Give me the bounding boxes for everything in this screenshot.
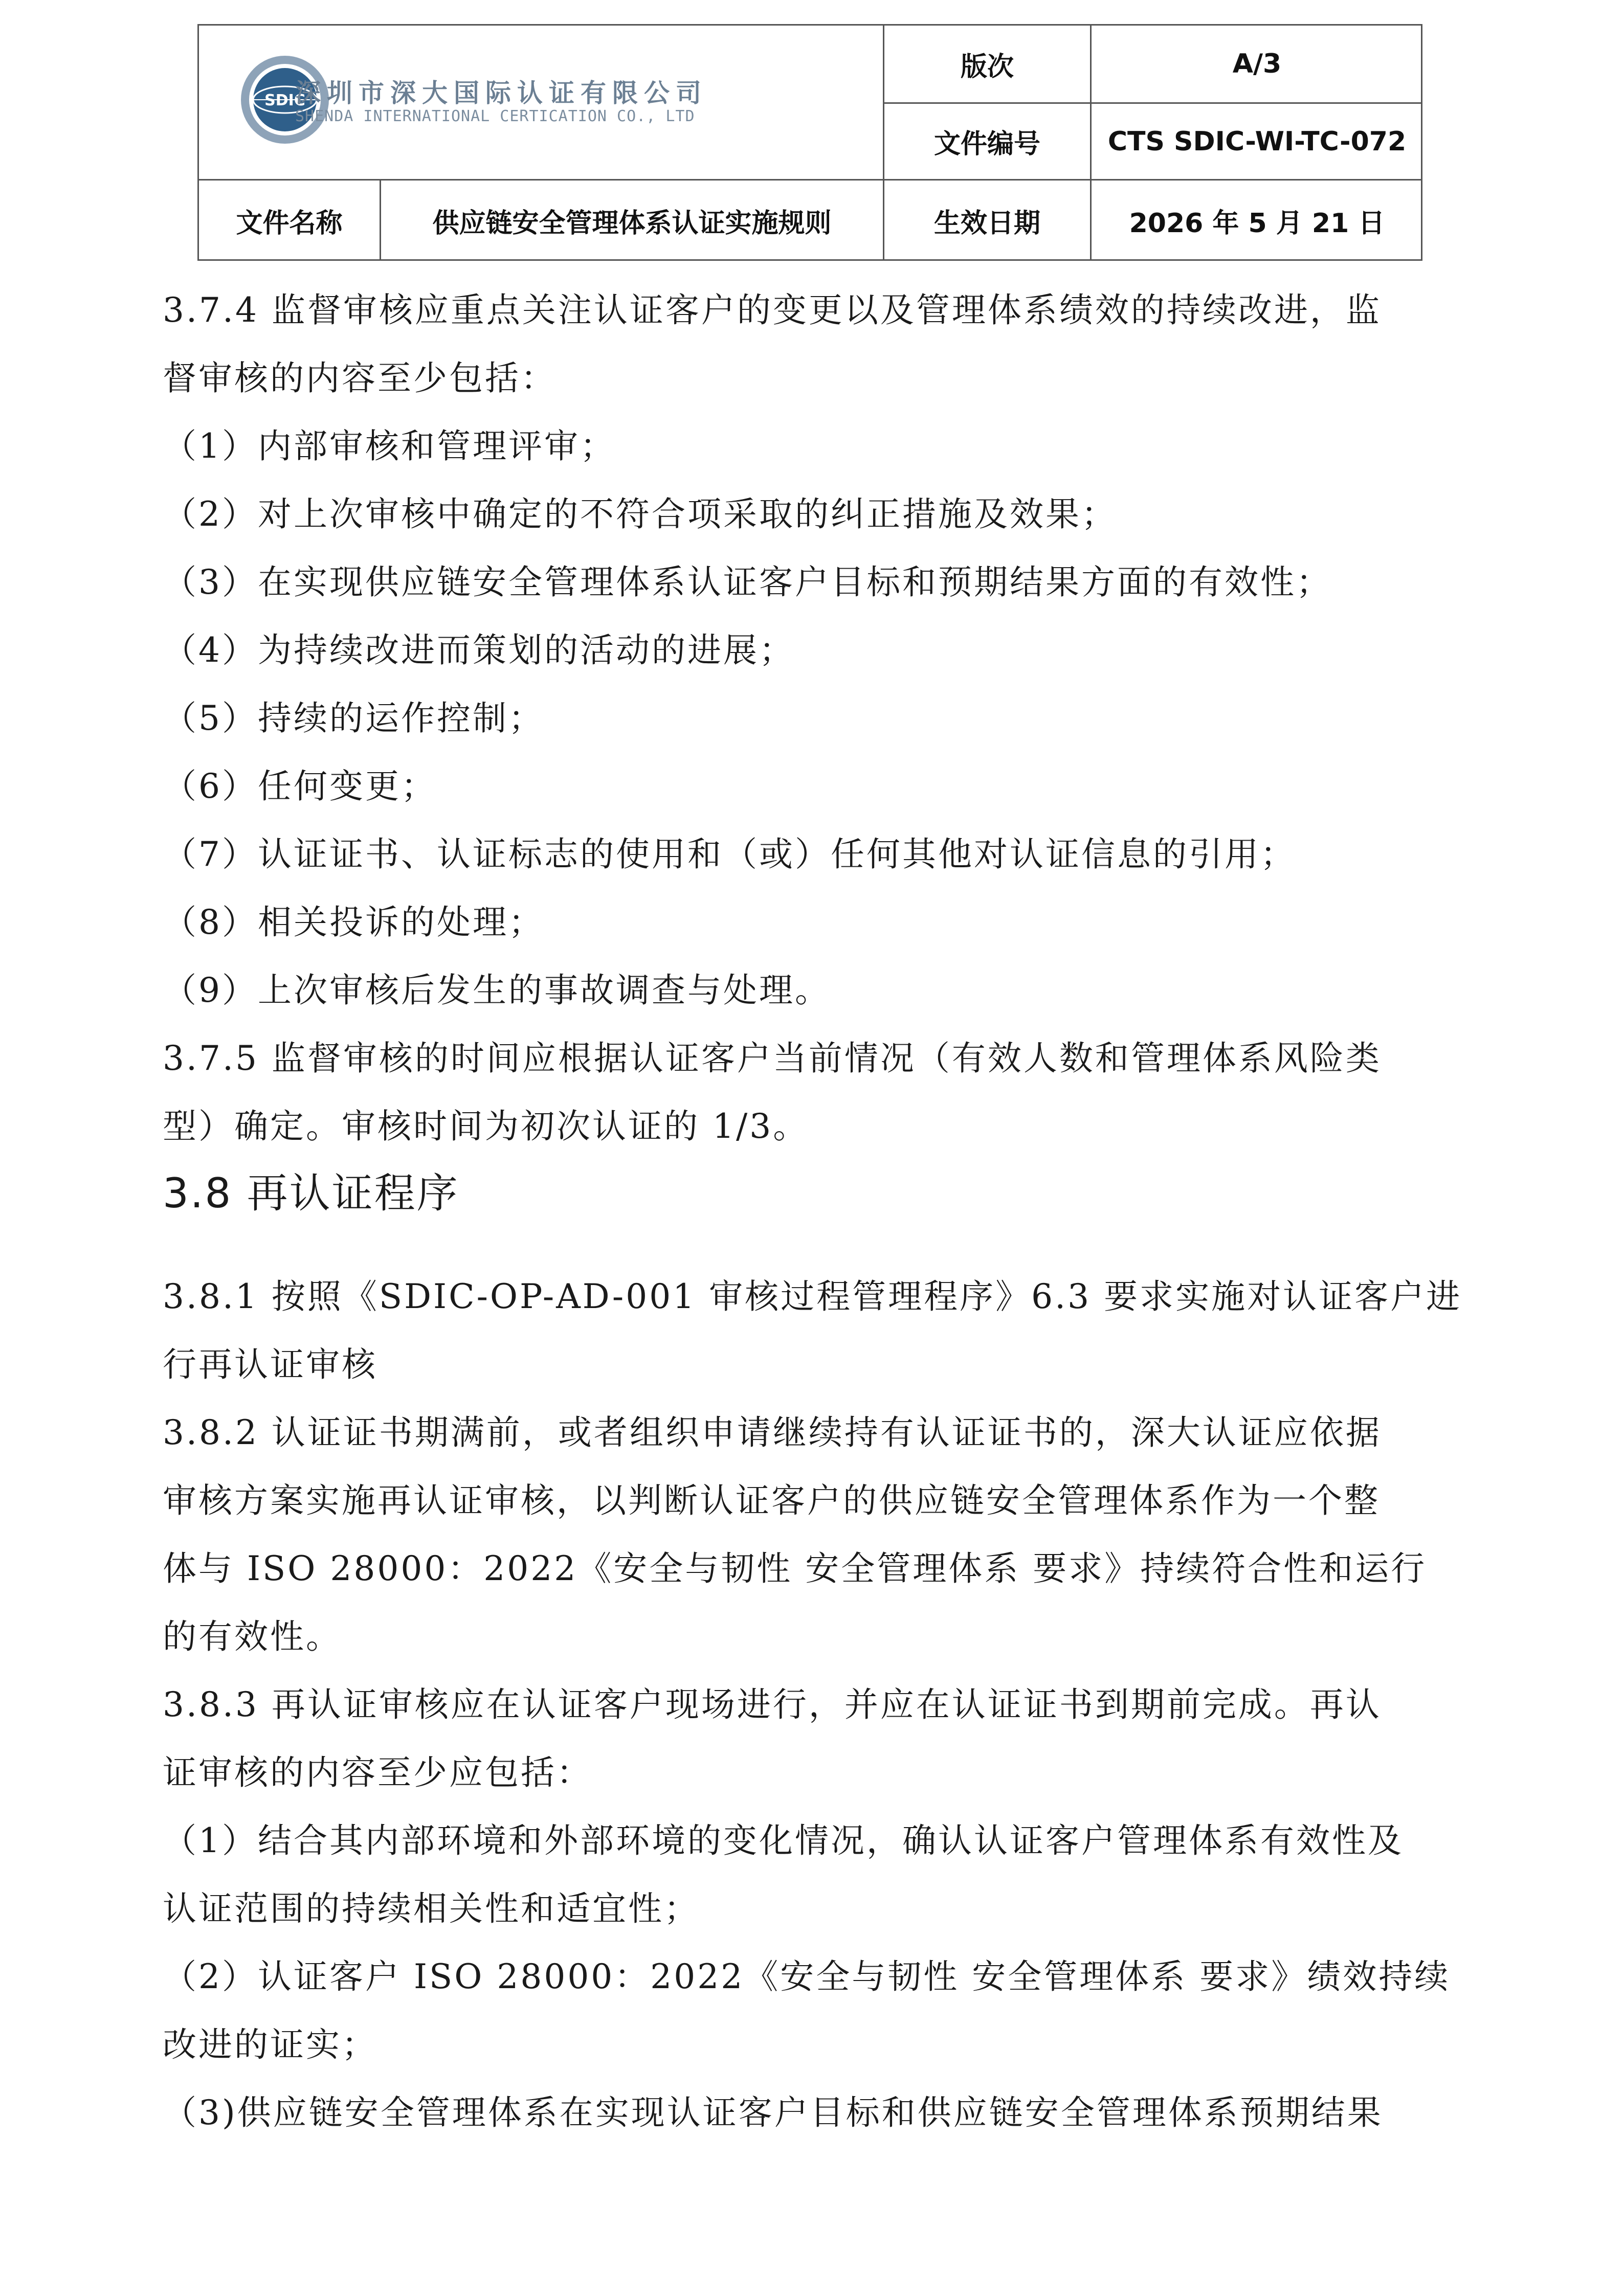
docno-value: CTS SDIC-WI-TC-072: [1107, 126, 1407, 157]
version-value: A/3: [1232, 49, 1282, 79]
list-item: （3）在实现供应链安全管理体系认证客户目标和预期结果方面的有效性；: [163, 562, 1332, 602]
para-3-7-5-line1: 3.7.5 监督审核的时间应根据认证客户当前情况（有效人数和管理体系风险类: [163, 1039, 1382, 1078]
company-name-en: SHENDA INTERNATIONAL CERTICATION CO., LTD: [295, 107, 695, 125]
para-3-8-3-line1: 3.8.3 再认证审核应在认证客户现场进行，并应在认证证书到期前完成。再认: [163, 1685, 1382, 1724]
logo-text: SDIC: [264, 92, 305, 109]
company-name-cn: 深圳市深大国际认证有限公司: [295, 78, 707, 108]
list-item: （3)供应链安全管理体系在实现认证客户目标和供应链安全管理体系预期结果: [163, 2093, 1383, 2132]
document-header-table: [197, 24, 1422, 261]
list-item-continuation: 改进的证实；: [163, 2025, 377, 2064]
docname-value: 供应链安全管理体系认证实施规则: [432, 208, 832, 239]
version-label: 版次: [960, 51, 1014, 82]
para-3-7-4-line1: 3.7.4 监督审核应重点关注认证客户的变更以及管理体系绩效的持续改进，监: [163, 290, 1382, 330]
para-3-7-4-line2: 督审核的内容至少包括：: [163, 358, 557, 398]
list-item: （7）认证证书、认证标志的使用和（或）任何其他对认证信息的引用；: [163, 835, 1296, 874]
list-item: （2）认证客户 ISO 28000：2022《安全与韧性 安全管理体系 要求》绩效持续: [163, 1957, 1451, 1996]
list-item: （1）结合其内部环境和外部环境的变化情况，确认认证客户管理体系有效性及: [163, 1821, 1404, 1860]
list-item: （5）持续的运作控制；: [163, 699, 544, 738]
list-item-continuation: 认证范围的持续相关性和适宜性；: [163, 1889, 700, 1928]
para-3-8-1-line2: 行再认证审核: [163, 1345, 377, 1384]
para-3-8-3-line2: 证审核的内容至少应包括：: [163, 1753, 592, 1792]
section-heading-3-8: 3.8 再认证程序: [163, 1169, 459, 1217]
para-3-8-2-line2: 审核方案实施再认证审核，以判断认证客户的供应链安全管理体系作为一个整: [163, 1481, 1380, 1520]
para-3-8-2-line4: 的有效性。: [163, 1617, 342, 1656]
docno-label: 文件编号: [933, 129, 1040, 160]
para-3-7-5-line2: 型）确定。审核时间为初次认证的 1/3。: [163, 1107, 809, 1146]
para-3-8-2-line3: 体与 ISO 28000：2022《安全与韧性 安全管理体系 要求》持续符合性和运行: [163, 1549, 1427, 1588]
list-item: （6）任何变更；: [163, 767, 437, 806]
list-item: （1）内部审核和管理评审；: [163, 426, 616, 466]
list-item: （9）上次审核后发生的事故调查与处理。: [163, 971, 831, 1010]
para-3-8-1-line1: 3.8.1 按照《SDIC-OP-AD-001 审核过程管理程序》6.3 要求实施对认证客户进: [163, 1277, 1462, 1316]
document-body: [163, 276, 1472, 2147]
para-3-8-2-line1: 3.8.2 认证证书期满前，或者组织申请继续持有认证证书的，深大认证应依据: [163, 1413, 1382, 1452]
docname-label: 文件名称: [236, 208, 343, 239]
list-item: （2）对上次审核中确定的不符合项采取的纠正措施及效果；: [163, 494, 1117, 534]
date-label: 生效日期: [933, 208, 1040, 239]
list-item: （8）相关投诉的处理；: [163, 903, 544, 942]
list-item: （4）为持续改进而策划的活动的进展；: [163, 631, 795, 670]
date-value: 2026 年 5 月 21 日: [1129, 208, 1385, 239]
